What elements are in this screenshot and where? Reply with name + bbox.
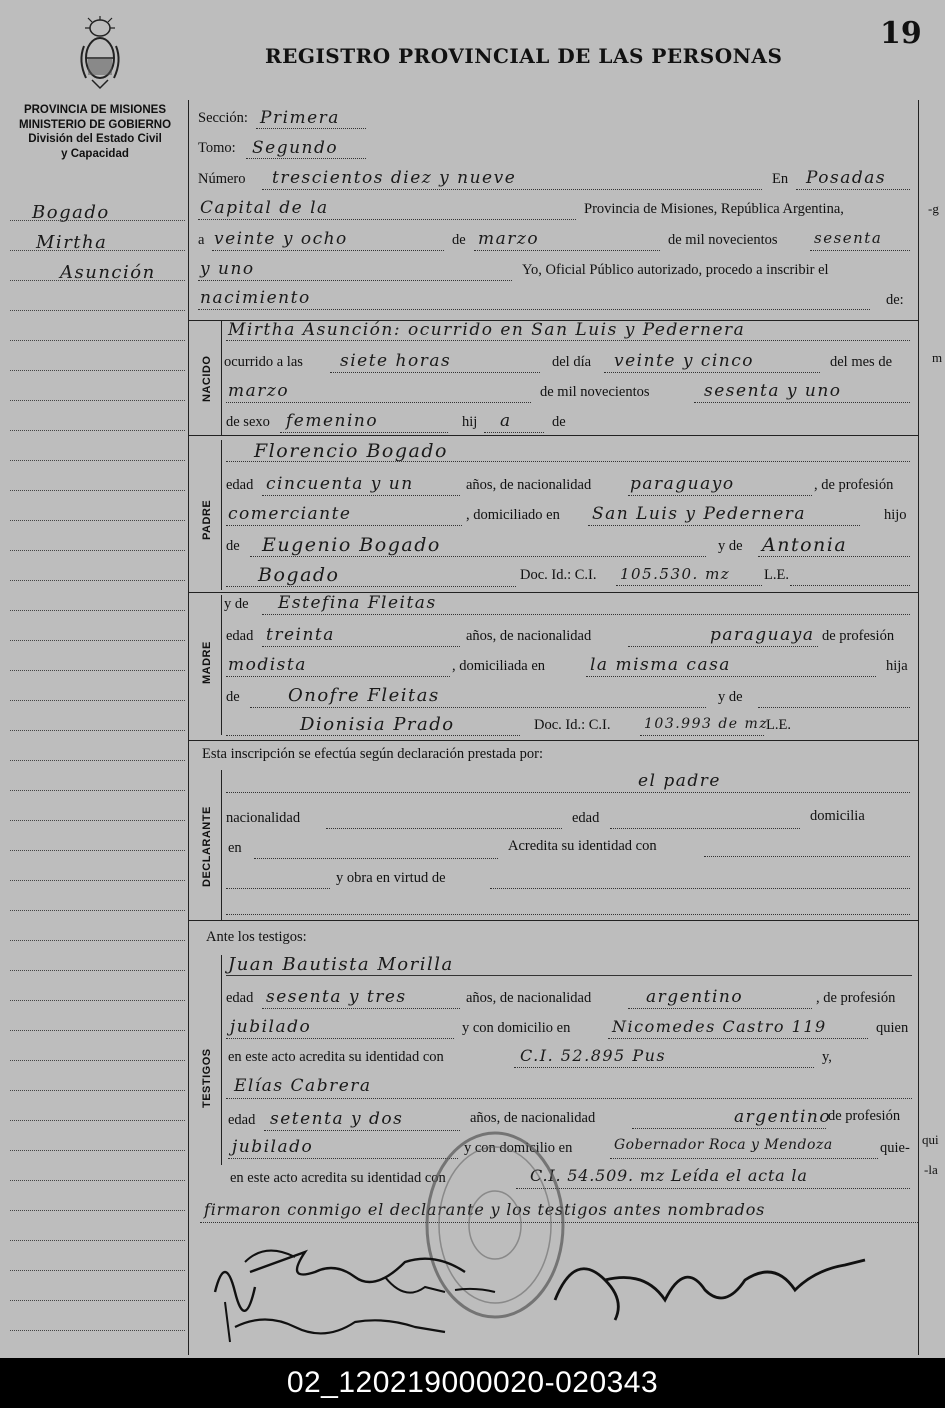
field-line <box>514 1067 814 1068</box>
org-line-4: y Capacidad <box>61 147 129 160</box>
value-abuela-p1: Antonia <box>762 534 848 556</box>
value-lugar: Posadas <box>806 168 887 188</box>
margin-rule-line <box>10 1180 185 1181</box>
value-padre-doc: 105.530. mz <box>620 565 731 583</box>
value-padre-prof: comerciante <box>228 504 352 524</box>
field-line <box>262 646 460 647</box>
value-madre-prof: modista <box>228 655 307 675</box>
value-madre-nombre: Estefina Fleitas <box>278 593 437 613</box>
section-testigos: TESTIGOS <box>201 1048 213 1108</box>
value-tomo: Segundo <box>252 138 339 158</box>
label-domiciliada: , domiciliada en <box>452 658 546 674</box>
testigos-rule <box>221 955 222 1165</box>
label-de-colon: de: <box>886 292 904 308</box>
field-line <box>628 495 812 496</box>
value-abuela-p2: Bogado <box>258 564 340 586</box>
field-line <box>262 614 910 615</box>
field-line <box>326 828 562 829</box>
label-de: de <box>452 232 466 248</box>
margin-rule-line <box>10 1090 185 1091</box>
margin-first-name: Mirtha <box>36 232 108 253</box>
label-profesion-m: de profesión <box>822 628 895 644</box>
value-madre-nac: paraguaya <box>710 625 815 645</box>
margin-rule-line <box>10 580 185 581</box>
field-line <box>198 309 870 310</box>
label-en-d: en <box>228 840 242 856</box>
field-line <box>694 402 910 403</box>
margin-rule-line <box>10 1120 185 1121</box>
label-numero: Número <box>198 171 246 187</box>
label-seccion: Sección: <box>198 110 248 126</box>
value-t2-dom: Gobernador Roca y Mendoza <box>614 1137 833 1153</box>
field-line <box>516 1188 910 1189</box>
label-de: de <box>226 689 240 705</box>
label-de-mil: de mil novecientos <box>668 232 778 248</box>
label-ocurrido: ocurrido a las <box>224 354 303 370</box>
field-line <box>330 372 540 373</box>
field-line <box>616 585 762 586</box>
value-t1-prof: jubilado <box>230 1017 312 1037</box>
field-line <box>226 340 910 341</box>
value-t2-prof: jubilado <box>232 1137 314 1157</box>
label-edad: edad <box>226 990 254 1006</box>
field-line <box>586 676 876 677</box>
label-profesion: , de profesión <box>816 990 896 1006</box>
field-line <box>226 914 910 915</box>
field-line <box>796 189 910 190</box>
field-line <box>262 189 762 190</box>
field-line <box>628 1008 812 1009</box>
value-madre-dom: la misma casa <box>590 655 731 675</box>
label-de-mil-2: de mil novecientos <box>540 384 650 400</box>
value-padre-nombre: Florencio Bogado <box>254 440 448 462</box>
value-declarante: el padre <box>638 771 721 791</box>
label-anos-nac: años, de nacionalidad <box>466 628 592 644</box>
label-en: En <box>772 171 789 187</box>
margin-rule-line <box>10 880 185 881</box>
margin-rule-line <box>10 940 185 941</box>
label-y-coma: y, <box>822 1049 832 1065</box>
margin-rule-line <box>10 1150 185 1151</box>
right-rule <box>918 100 919 1355</box>
value-t1-dom: Nicomedes Castro 119 <box>612 1017 827 1036</box>
value-anio-nac: sesenta y uno <box>704 381 842 401</box>
field-line <box>226 402 531 403</box>
value-testigo2: Elías Cabrera <box>234 1076 372 1096</box>
margin-rule-line <box>10 610 185 611</box>
margin-rule-line <box>10 310 185 311</box>
section-declarante: DECLARANTE <box>201 806 213 887</box>
label-hijo: hijo <box>884 507 907 523</box>
value-t2-doc: C.I. 54.509. mz Leída el acta la <box>530 1166 808 1185</box>
scan-id-footer: 02_120219000020-020343 <box>0 1358 945 1408</box>
label-le: L.E. <box>764 567 789 583</box>
margin-rule-line <box>10 1330 185 1331</box>
value-anio-b: y uno <box>200 259 255 279</box>
label-y-de-madre: y de <box>224 596 249 612</box>
nacido-rule <box>221 320 222 435</box>
label-doc: Doc. Id.: C.I. <box>534 717 611 733</box>
value-padre-dom: San Luis y Pedernera <box>592 504 807 524</box>
field-line <box>226 735 520 736</box>
org-line-2: MINISTERIO DE GOBIERNO <box>18 118 172 131</box>
value-t2-edad: setenta y dos <box>270 1109 404 1129</box>
field-line <box>758 556 910 557</box>
value-t1-nac: argentino <box>646 987 744 1007</box>
field-line <box>608 1038 868 1039</box>
section-madre: MADRE <box>201 641 213 684</box>
field-line <box>246 158 366 159</box>
value-abuelo-p: Eugenio Bogado <box>262 534 441 556</box>
field-line <box>610 828 800 829</box>
field-line <box>490 888 910 889</box>
margin-rule-line <box>10 640 185 641</box>
value-abuelo-m: Onofre Fleitas <box>288 685 440 706</box>
label-anos-nac: años, de nacionalidad <box>466 477 592 493</box>
value-padre-edad: cincuenta y un <box>266 474 414 494</box>
label-profesion: , de profesión <box>814 477 894 493</box>
label-a: a <box>198 232 205 248</box>
field-line <box>212 250 444 251</box>
label-doc: Doc. Id.: C.I. <box>520 567 597 583</box>
label-hija: hija <box>886 658 908 674</box>
section-nacido: NACIDO <box>201 355 213 402</box>
margin-rule-line <box>10 280 185 281</box>
label-en-este-acto: en este acto acredita su identidad con <box>228 1049 444 1065</box>
value-dia: veinte y ocho <box>214 229 348 249</box>
margin-rule-line <box>10 1300 185 1301</box>
label-hij: hij <box>462 414 478 430</box>
label-le: L.E. <box>766 717 791 733</box>
label-edad: edad <box>226 628 254 644</box>
margin-rule-line <box>10 790 185 791</box>
margin-rule-line <box>10 730 185 731</box>
field-line <box>254 858 498 859</box>
edge-mark: -la <box>924 1162 938 1177</box>
label-quien: quien <box>876 1020 909 1036</box>
margin-surname: Bogado <box>32 202 110 223</box>
value-mes-nac: marzo <box>228 381 290 401</box>
value-t1-doc: C.I. 52.895 Pus <box>520 1046 667 1065</box>
padre-rule <box>221 440 222 590</box>
field-line <box>226 525 462 526</box>
field-line <box>790 585 910 586</box>
label-edad-d: edad <box>572 810 600 826</box>
value-t2-nac: argentino <box>734 1107 832 1127</box>
label-provincia: Provincia de Misiones, República Argentina, <box>584 201 844 217</box>
declarante-rule <box>221 770 222 920</box>
org-line-1: PROVINCIA DE MISIONES <box>23 104 167 116</box>
label-tomo: Tomo: <box>198 140 236 156</box>
label-yo: Yo, Oficial Público autorizado, procedo a inscribir el <box>522 262 829 278</box>
field-line <box>628 646 818 647</box>
section-padre: PADRE <box>201 499 213 540</box>
field-line <box>484 432 544 433</box>
field-line <box>280 432 448 433</box>
org-line-3: División del Estado Civil <box>28 133 162 145</box>
field-line <box>226 586 516 587</box>
edge-mark: m <box>932 350 943 365</box>
margin-rule-line <box>10 1210 185 1211</box>
field-line <box>226 792 910 793</box>
field-line <box>226 676 450 677</box>
label-con-domicilio: y con domicilio en <box>462 1020 571 1036</box>
value-hora: siete horas <box>340 351 452 371</box>
value-madre-edad: treinta <box>266 625 335 645</box>
field-line <box>610 1158 878 1159</box>
label-profesion-m: de profesión <box>828 1108 901 1124</box>
margin-rule-line <box>10 430 185 431</box>
field-line <box>262 1008 460 1009</box>
value-mes: marzo <box>478 229 540 249</box>
label-quie: quie- <box>880 1140 910 1156</box>
label-anos-nac: años, de nacionalidad <box>470 1110 596 1126</box>
value-closing: firmaron conmigo el declarante y los testigos antes nombrados <box>204 1200 766 1219</box>
field-line <box>250 556 706 557</box>
value-t1-edad: sesenta y tres <box>266 987 407 1007</box>
field-line <box>198 280 512 281</box>
label-de: de <box>226 538 240 554</box>
field-line <box>256 128 366 129</box>
margin-rule-line <box>10 1270 185 1271</box>
label-con-domicilio: y con domicilio en <box>464 1140 573 1156</box>
field-line <box>604 372 820 373</box>
value-anio-a: sesenta <box>814 229 883 247</box>
label-domiciliado: , domiciliado en <box>466 507 560 523</box>
label-y-de: y de <box>718 538 743 554</box>
edge-mark: -g <box>928 201 939 216</box>
label-domicilia: domicilia <box>810 808 865 824</box>
margin-rule-line <box>10 400 185 401</box>
label-y-de: y de <box>718 689 743 705</box>
margin-rule-line <box>10 370 185 371</box>
margin-rule-line <box>10 490 185 491</box>
left-rule <box>188 100 189 1355</box>
label-ante-testigos: Ante los testigos: <box>206 929 307 945</box>
label-anos-nac: años, de nacionalidad <box>466 990 592 1006</box>
madre-rule <box>221 595 222 735</box>
field-line <box>704 856 910 857</box>
field-line <box>262 495 460 496</box>
margin-rule-line <box>10 760 185 761</box>
value-seccion: Primera <box>260 108 340 128</box>
margin-rule-line <box>10 1240 185 1241</box>
value-testigo1: Juan Bautista Morilla <box>228 954 454 975</box>
document-title: REGISTRO PROVINCIAL DE LAS PERSONAS <box>265 44 783 68</box>
value-capital: Capital de la <box>200 198 329 218</box>
page-number: 19 <box>880 16 922 51</box>
field-line <box>226 1098 912 1099</box>
field-line <box>226 975 912 976</box>
label-edad: edad <box>228 1112 256 1128</box>
label-acredita: Acredita su identidad con <box>508 838 657 854</box>
value-dia-nac: veinte y cinco <box>614 351 755 371</box>
field-line <box>640 735 764 736</box>
field-line <box>758 707 910 708</box>
field-line <box>250 707 706 708</box>
margin-rule-line <box>10 700 185 701</box>
margin-rule-line <box>10 1060 185 1061</box>
field-line <box>198 219 576 220</box>
label-nacionalidad: nacionalidad <box>226 810 301 826</box>
margin-second-name: Asunción <box>60 262 156 283</box>
margin-rule-line <box>10 250 185 251</box>
value-padre-nac: paraguayo <box>630 474 735 494</box>
label-edad: edad <box>226 477 254 493</box>
margin-rule-line <box>10 820 185 821</box>
label-sexo: de sexo <box>226 414 270 430</box>
label-declaracion: Esta inscripción se efectúa según declaración prestada por: <box>202 746 544 762</box>
margin-rule-line <box>10 970 185 971</box>
margin-rule-line <box>10 340 185 341</box>
value-madre-doc: 103.993 de mz <box>644 716 769 732</box>
separator <box>188 435 918 436</box>
signature-declarant <box>545 1240 885 1330</box>
margin-rule-line <box>10 220 185 221</box>
value-nacido-nombre: Mirtha Asunción: ocurrido en San Luis y Pedernera <box>228 320 746 340</box>
value-abuela-m: Dionisia Prado <box>300 714 455 735</box>
field-line <box>226 888 330 889</box>
separator <box>188 740 918 741</box>
field-line <box>226 1038 454 1039</box>
label-de: de <box>552 414 566 430</box>
value-hij-suffix: a <box>500 411 512 431</box>
value-numero: trescientos diez y nueve <box>272 168 517 188</box>
field-line <box>632 1128 826 1129</box>
margin-rule-line <box>10 550 185 551</box>
margin-rule-line <box>10 520 185 521</box>
field-line <box>810 250 910 251</box>
field-line <box>588 525 860 526</box>
field-line <box>474 250 660 251</box>
label-del-mes: del mes de <box>830 354 893 370</box>
value-acto: nacimiento <box>200 288 311 308</box>
margin-rule-line <box>10 460 185 461</box>
coat-of-arms-icon <box>76 16 124 90</box>
margin-rule-line <box>10 1030 185 1031</box>
label-en-este-acto: en este acto acredita su identidad con <box>230 1170 446 1186</box>
label-obra: y obra en virtud de <box>336 870 446 886</box>
value-sexo: femenino <box>286 411 379 431</box>
edge-mark: qui <box>922 1132 939 1147</box>
separator <box>188 920 918 921</box>
margin-rule-line <box>10 1000 185 1001</box>
margin-rule-line <box>10 670 185 671</box>
label-del-dia: del día <box>552 354 592 370</box>
margin-rule-line <box>10 850 185 851</box>
margin-rule-line <box>10 910 185 911</box>
issuing-authority <box>0 103 190 161</box>
